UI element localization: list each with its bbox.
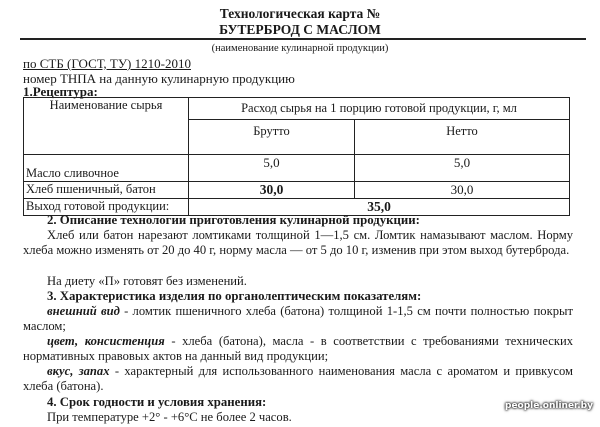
ingredient-name: Масло сливочное [24,155,189,182]
table-row [24,155,570,182]
appearance-label: внешний вид [47,304,120,318]
yield-value: 35,0 [189,199,570,216]
header-ingredient-name: Наименование сырья [24,98,189,155]
header-consumption: Расход сырья на 1 порцию готовой продукции, г, мл [189,98,570,120]
ingredient-netto: 30,0 [355,182,570,199]
color-consistency-characteristic [23,334,573,364]
storage-conditions: При температуре +2° - +6°С не более 2 часов. [47,410,292,424]
appearance-text: - ломтик пшеничного хлеба (батона) толщиной 1-1,5 см почти полностью покрыт маслом; [23,304,573,333]
section2-heading: 2. Описание технологии приготовления кулинарной продукции: [47,213,420,227]
title-rule [20,38,586,40]
ingredient-name: Хлеб пшеничный, батон [24,182,189,199]
section2-diet-note: На диету «П» готовят без изменений. [47,274,247,288]
section3-heading: 3. Характеристика изделия по органолептическим показателям: [47,289,422,303]
document-title: Технологическая карта № [219,6,381,21]
color-consistency-text: - хлеба (батона), масла - в соответствии с требованиями технических нормативных правовых актов на данный вид продукции; [23,334,573,363]
ingredient-netto: 5,0 [355,155,570,182]
appearance-characteristic [23,304,573,334]
ingredient-brutto: 5,0 [189,155,355,182]
product-name-caption: (наименование кулинарной продукции) [211,43,389,54]
header-brutto: Брутто [189,120,355,155]
product-name: БУТЕРБРОД С МАСЛОМ [219,22,381,37]
taste-smell-characteristic [23,364,573,394]
taste-smell-label: вкус, запах [47,364,110,378]
standard-reference: по СТБ (ГОСТ, ТУ) 1210-2010 [23,56,191,71]
standard-note: номер ТНПА на данную кулинарную продукцию [23,71,295,86]
section1-heading: 1.Рецептура: [23,84,98,99]
recipe-table [23,97,570,216]
yield-label: Выход готовой продукции: [24,199,189,216]
header-netto: Нетто [355,120,570,155]
section4-heading: 4. Срок годности и условия хранения: [47,395,267,409]
ingredient-brutto: 30,0 [189,182,355,199]
taste-smell-text: - характерный для использованного наименования масла с ароматом и привкусом хлеба (батона). [23,364,573,393]
color-consistency-label: цвет, консистенция [47,334,165,348]
section2-description: Хлеб или батон нарезают ломтиками толщиной 1—1,5 см. Ломтик намазывают маслом. Норму хлеба можно изменять от 20 до 40 г, норму масла — от 5 до 10 г, изменив при этом выход бутерброда. [23,228,573,257]
table-row [24,182,570,199]
watermark: people.onliner.by [505,401,593,411]
